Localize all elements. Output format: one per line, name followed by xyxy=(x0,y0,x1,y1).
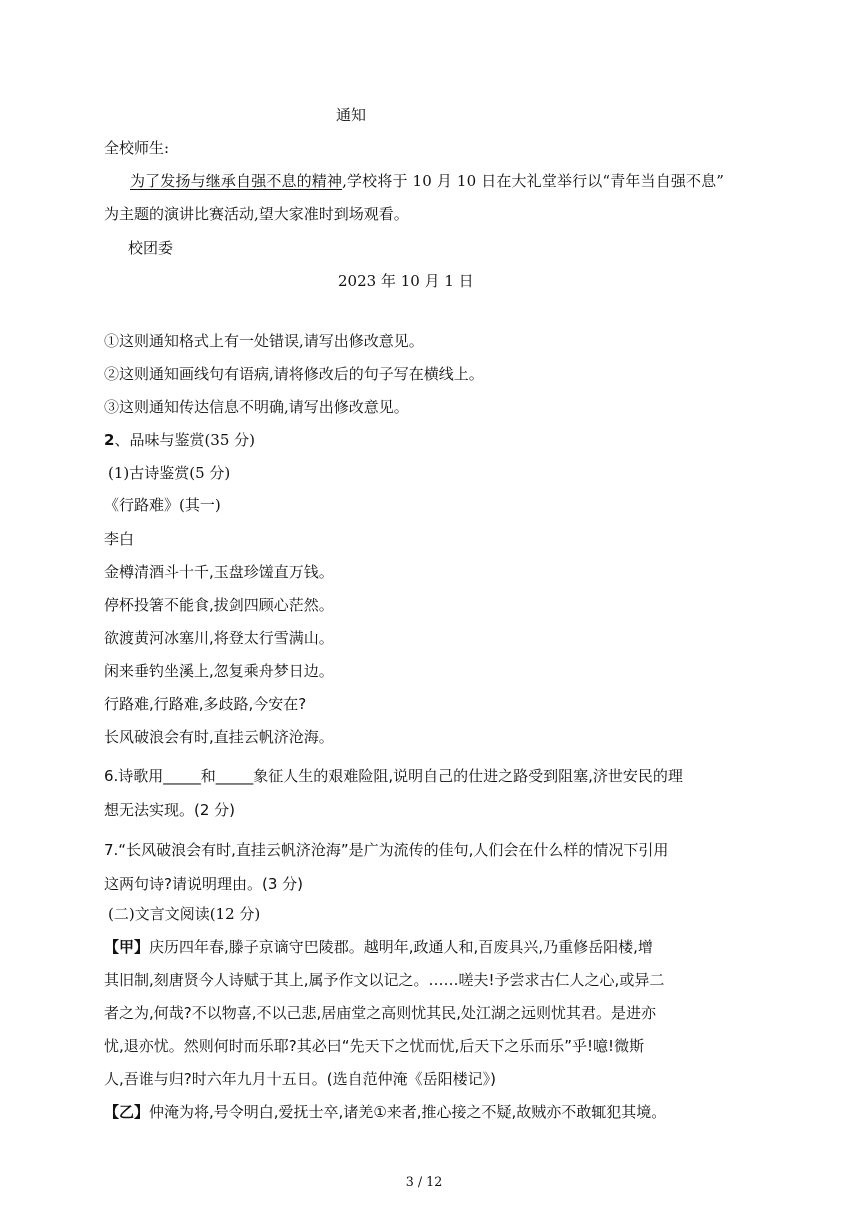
question-7-line2: 这两句诗?请说明理由。(3 分) xyxy=(104,875,303,893)
poem-line: 停杯投箸不能食,拔剑四顾心茫然。 xyxy=(104,596,334,614)
task-2: ②这则通知画线句有语病,请将修改后的句子写在横线上。 xyxy=(104,365,484,383)
poem-line: 长风破浪会有时,直挂云帆济沧海。 xyxy=(104,728,334,746)
notice-date: 2023 年 10 月 1 日 xyxy=(338,272,474,290)
passage-jia-line1 xyxy=(104,937,653,957)
poem-line: 欲渡黄河冰塞川,将登太行雪满山。 xyxy=(104,629,334,647)
notice-body-rest: ,学校将于 10 月 10 日在大礼堂举行以“青年当自强不息” xyxy=(342,172,725,190)
question-6-line1: 6.诗歌用_____和_____象征人生的艰难险阻,说明自己的仕进之路受到阻塞,济世安民的理 xyxy=(104,767,683,785)
section-2-number: 2 xyxy=(104,431,115,449)
passage-yi-text: 仲淹为将,号令明白,爱抚士卒,诸羌①来者,推心接之不疑,故贼亦不敢辄犯其境。 xyxy=(149,1103,667,1121)
underlined-sentence: 为了发扬与继承自强不息的精神 xyxy=(130,172,343,190)
poem-line: 闲来垂钓坐溪上,忽复乘舟梦日边。 xyxy=(104,662,334,680)
task-3: ③这则通知传达信息不明确,请写出修改意见。 xyxy=(104,398,409,416)
poem-line: 金樽清酒斗十千,玉盘珍馐直万钱。 xyxy=(104,563,334,581)
notice-signature: 校团委 xyxy=(128,239,174,257)
passage-yi-label: 【乙】 xyxy=(104,1103,150,1121)
section-2-heading xyxy=(104,430,255,450)
passage-jia-line4: 忧,退亦忧。然则何时而乐耶?其必曰“先天下之忧而忧,后天下之乐而乐”乎!噫!微斯 xyxy=(104,1037,645,1055)
passage-yi-line1 xyxy=(104,1102,666,1122)
poem-section-heading: (1)古诗鉴赏(5 分) xyxy=(108,464,231,482)
poem-author: 李白 xyxy=(104,530,135,548)
poem-line: 行路难,行路难,多歧路,今安在? xyxy=(104,695,307,713)
passage-jia-label: 【甲】 xyxy=(104,938,150,956)
notice-salutation: 全校师生: xyxy=(104,139,170,157)
page-number: 3 / 12 xyxy=(405,1175,443,1190)
section-2-heading-text: 、品味与鉴赏(35 分) xyxy=(114,431,255,449)
task-1: ①这则通知格式上有一处错误,请写出修改意见。 xyxy=(104,332,424,350)
notice-title: 通知 xyxy=(336,106,367,124)
passage-jia-line5: 人,吾谁与归?时六年九月十五日。(选自范仲淹《岳阳楼记》) xyxy=(104,1070,496,1088)
poem-title: 《行路难》(其一) xyxy=(104,496,221,514)
passage-jia-line2: 其旧制,刻唐贤今人诗赋于其上,属予作文以记之。……嗟夫!予尝求古仁人之心,或异二 xyxy=(104,971,665,989)
notice-body-line2: 为主题的演讲比赛活动,望大家准时到场观看。 xyxy=(104,205,409,223)
question-7-line1: 7.“长风破浪会有时,直挂云帆济沧海”是广为流传的佳句,人们会在什么样的情况下引用 xyxy=(104,841,669,859)
question-6-line2: 想无法实现。(2 分) xyxy=(104,801,236,819)
passage-jia-line3: 者之为,何哉?不以物喜,不以己悲,居庙堂之高则忧其民,处江湖之远则忧其君。是进亦 xyxy=(104,1004,657,1022)
notice-body-line1 xyxy=(130,171,724,191)
passage-jia-text: 庆历四年春,滕子京谪守巴陵郡。越明年,政通人和,百废具兴,乃重修岳阳楼,增 xyxy=(149,938,653,956)
classical-section-heading: (二)文言文阅读(12 分) xyxy=(108,905,261,923)
